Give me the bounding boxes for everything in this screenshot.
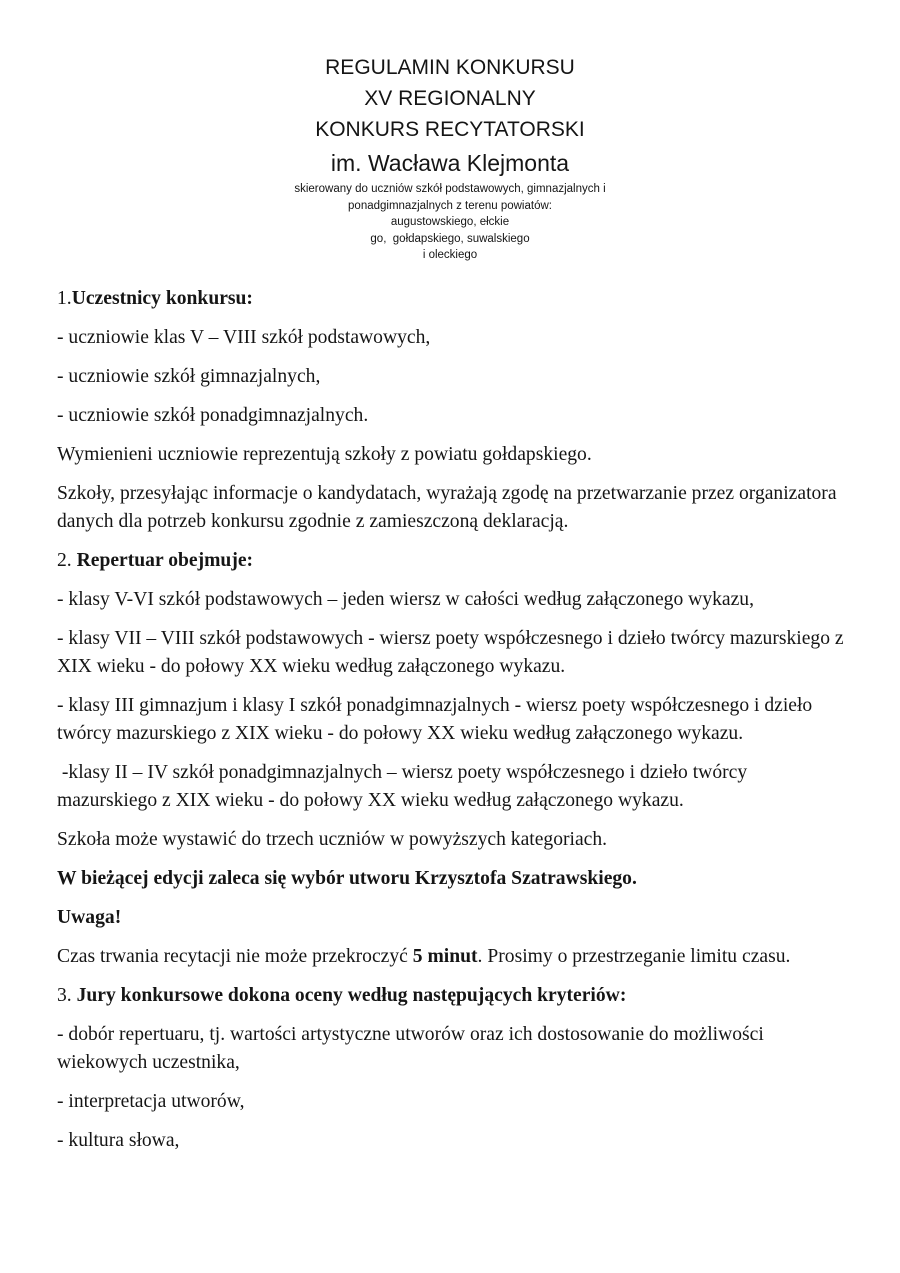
section-1-number: 1. [57,287,72,309]
title-line-2: XV REGIONALNY [364,87,536,110]
time-limit-text-pre: Czas trwania recytacji nie może przekroczyć [57,945,413,967]
subtitle-line-3: augustowskiego, ełckie [390,216,510,228]
subtitle-line-5: i oleckiego [422,249,478,261]
section-3-number: 3. [57,984,77,1006]
title-line-3: KONKURS RECYTATORSKI [315,118,585,141]
section-2-item-1: - klasy V-VI szkół podstawowych – jeden wiersz w całości według załączonego wykazu, [57,588,755,610]
title-patron-name: im. Wacława Klejmonta [330,150,570,176]
section-1-title: Uczestnicy konkursu: [71,287,253,309]
subtitle-line-2: ponadgimnazjalnych z terenu powiatów: [348,199,552,212]
section-1-note-2: Szkoły, przesyłając informacje o kandydatach, wyrażają zgodę na przetwarzanie przez organizatora danych dla potrzeb konkursu zgodnie z zamieszczoną deklaracją. [57,482,842,532]
section-3-item-3: - kultura słowa, [57,1129,180,1151]
subtitle-line-4: go, gołdapskiego, suwalskiego [370,232,530,245]
section-3-heading [57,982,845,1010]
time-limit-value: 5 minut [412,945,478,967]
section-1-item-2: - uczniowie szkół gimnazjalnych, [57,365,321,387]
section-1-item-3: - uczniowie szkół ponadgimnazjalnych. [57,404,369,426]
section-3-item-2: - interpretacja utworów, [57,1090,245,1112]
document-header [0,0,900,264]
title-line-1: REGULAMIN KONKURSU [325,56,575,79]
section-2-item-2: - klasy VII – VIII szkół podstawowych - wiersz poety współczesnego i dzieło twórcy mazurskiego z XIX wieku - do połowy XX wieku według załączonego wykazu. [57,627,849,677]
time-limit-statement [57,943,845,971]
section-1-heading [57,285,845,313]
subtitle-line-1: skierowany do uczniów szkół podstawowych, gimnazjalnych i [294,183,606,195]
time-limit-text-post: . Prosimy o przestrzeganie limitu czasu. [477,945,791,967]
document-body [57,285,849,1155]
section-1-item-1: - uczniowie klas V – VIII szkół podstawowych, [57,326,431,348]
section-2-item-3: - klasy III gimnazjum i klasy I szkół ponadgimnazjalnych - wiersz poety współczesnego i dzieło twórcy mazurskiego z XIX wieku - do połowy XX wieku według załączonego wykazu. [57,694,818,744]
section-1-note-1: Wymienieni uczniowie reprezentują szkoły z powiatu gołdapskiego. [57,443,592,465]
section-2-title: Repertuar obejmuje: [76,549,254,571]
section-3-title: Jury konkursowe dokona oceny według następujących kryteriów: [76,984,627,1006]
recommendation-statement: W bieżącej edycji zaleca się wybór utworu Krzysztofa Szatrawskiego. [57,867,637,889]
section-2-item-4: -klasy II – IV szkół ponadgimnazjalnych – wiersz poety współczesnego i dzieło twórcy mazurskiego z XIX wieku - do połowy XX wieku według załączonego wykazu. [57,761,753,811]
section-2-note: Szkoła może wystawić do trzech uczniów w powyższych kategoriach. [57,828,608,850]
section-2-heading [57,547,845,575]
section-2-number: 2. [57,549,77,571]
attention-label: Uwaga! [57,906,122,928]
section-3-item-1: - dobór repertuaru, tj. wartości artystyczne utworów oraz ich dostosowanie do możliwości wiekowych uczestnika, [57,1023,769,1073]
